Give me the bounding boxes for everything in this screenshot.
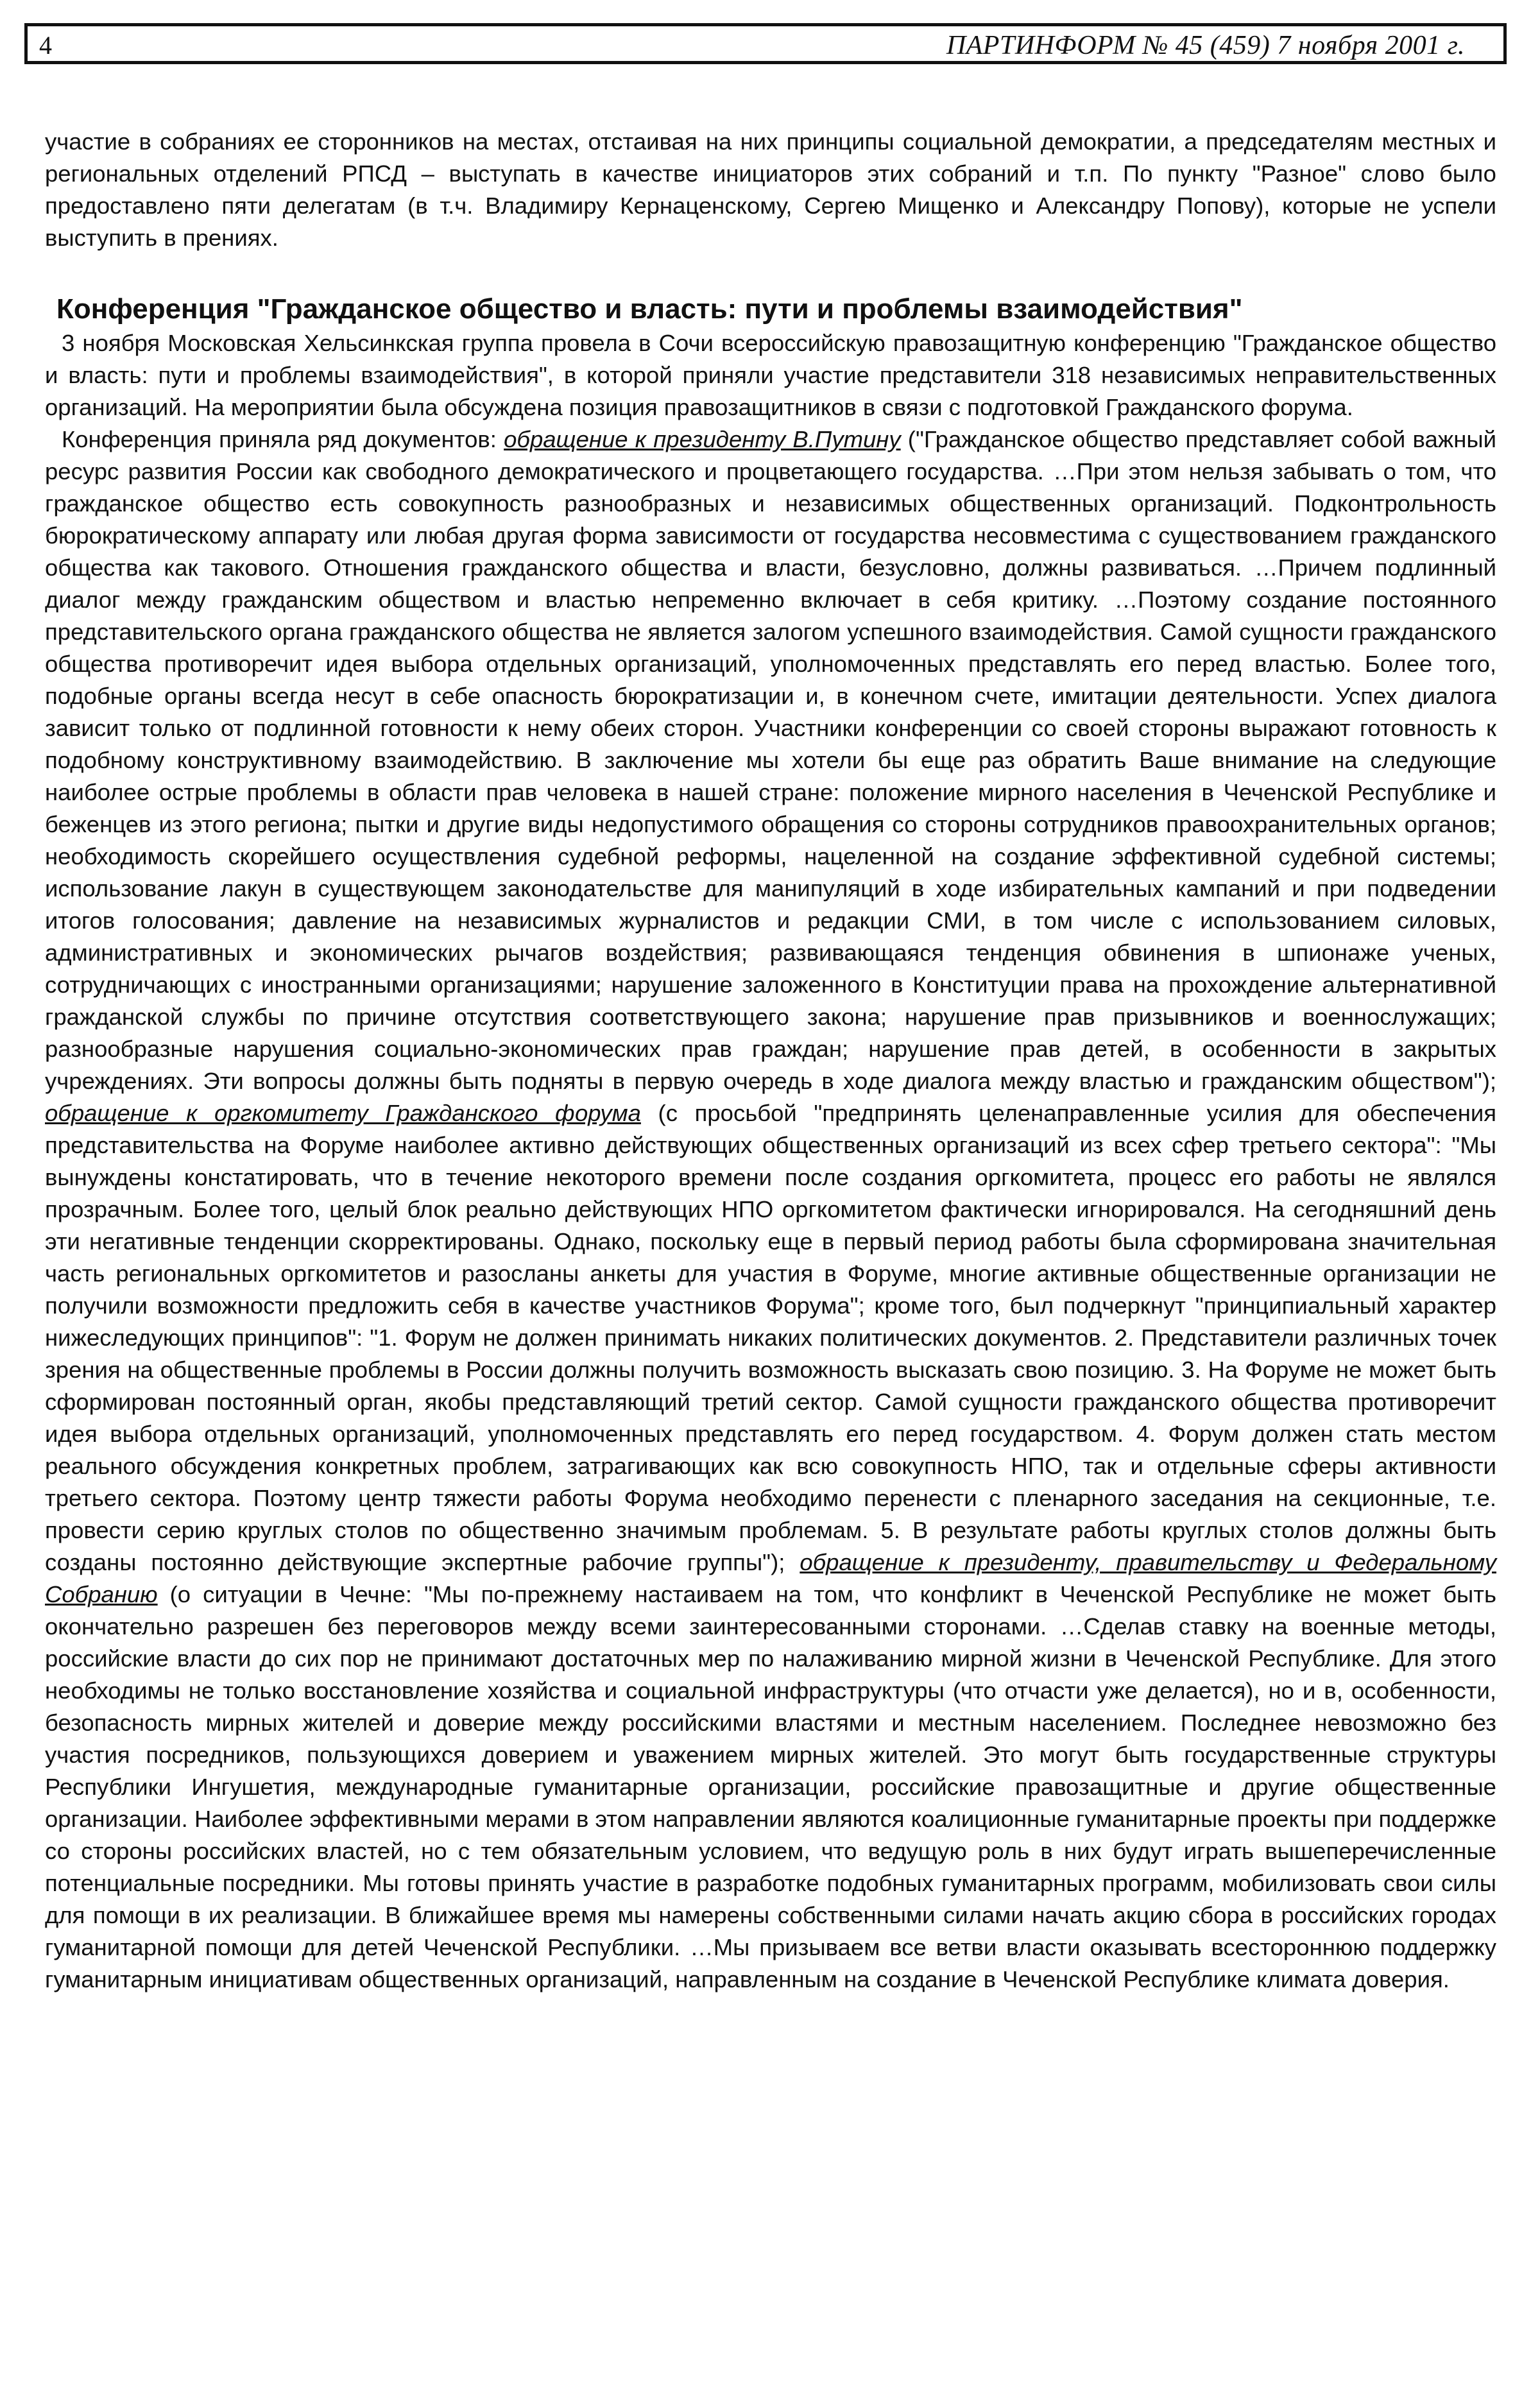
intro-paragraph: участие в собраниях ее сторонников на местах, отстаивая на них принципы социальной демократии, а председателям местных и региональных отделений РПСД – выступать в качестве инициаторов этих собраний и т.п. По пункту "Разное" слово было предоставлено пяти делегатам (в т.ч. Владимиру Кернаценскому, Сергею Мищенко и Александру Попову), которые не успели выступить в прениях. [45,128,1496,251]
appeal-to-president-text: ("Гражданское общество представляет собой важный ресурс развития России как свободного демократического и процветающего государства. …При этом нельзя забывать о том, что гражданское общество есть совокупность разнообразных и независимых общественных организаций. Подконтрольность бюрократическому аппарату или любая другая форма зависимости от государства несовместима с существованием гражданского общества как такового. Отношения гражданского общества и власти, безусловно, должны развиваться. …Причем подлинный диалог между гражданским обществом и властью непременно включает в себя критику. …Поэтому создание постоянного представительского органа гражданского общества не является залогом успешного взаимодействия. Самой сущности гражданского общества противоречит идея выбора отдельных организаций, уполномоченных представлять его перед властью. Более того, подобные органы всегда несут в себе опасность бюрократизации и, в конечном счете, имитации деятельности. Успех диалога зависит только от подлинной готовности к нему обеих сторон. Участники конференции со своей стороны выражают готовность к подобному конструктивному взаимодействию. В заключение мы хотели бы еще раз обратить Ваше внимание на следующие наиболее острые проблемы в области прав человека в нашей стране: положение мирного населения в Чеченской Республике и беженцев из этого региона; пытки и другие виды недопустимого обращения со стороны сотрудников правоохранительных органов; необходимость скорейшего осуществления судебной реформы, нацеленной на создание эффективной судебной системы; использование лакун в существующем законодательстве для манипуляций в ходе избирательных кампаний и при подведении итогов голосования; давление на независимых журналистов и редакции СМИ, в том числе с использованием силовых, административных и экономических рычагов воздействия; развивающаяся тенденция обвинения в шпионаже ученых, сотрудничающих с иностранными организациями; нарушение заложенного в Конституции права на прохождение альтернативной гражданской службы по причине отсутствия соответствующего закона; нарушение прав призывников и военнослужащих; разнообразные нарушения социально-экономических прав граждан; нарушение прав детей, в особенности в закрытых учреждениях. Эти вопросы должны быть подняты в первую очередь в ходе диалога между властью и гражданским обществом"); [45,426,1496,1094]
appeal-to-government-text: (о ситуации в Чечне: "Мы по-прежнему настаиваем на том, что конфликт в Чеченской Республике не может быть окончательно разрешен без переговоров между всеми заинтересованными сторонами. …Сделав ставку на военные методы, российские власти до сих пор не принимают достаточных мер по налаживанию мирной жизни в Чеченской Республике. Для этого необходимы не только восстановление хозяйства и социальной инфраструктуры (что отчасти уже делается), но и в, особенности, безопасность мирных жителей и доверие между российскими властями и местным населением. Последнее невозможно без участия посредников, пользующихся доверием и уважением мирных жителей. Это могут быть государственные структуры Республики Ингушетия, международные гуманитарные организации, российские правозащитные и другие общественные организации. Наиболее эффективными мерами в этом направлении являются коалиционные гуманитарные проекты при поддержке со стороны российских властей, но с тем обязательным условием, что ведущую роль в них будут играть вышеперечисленные потенциальные посредники. Мы готовы принять участие в разработке подобных гуманитарных программ, мобилизовать свои силы для помощи в их реализации. В ближайшее время мы намерены собственными силами начать акцию сбора в российских городах гуманитарной помощи для детей Чеченской Республики. …Мы призываем все ветви власти оказывать всестороннюю поддержку гуманитарным инициативам общественных организаций, направленным на создание в Чеченской Республике климата доверия. [45,1581,1496,1992]
appeal-to-orgcommittee-text: (с просьбой "предпринять целенаправленные усилия для обеспечения представительства на Форуме наиболее активно действующих общественных организаций из всех сфер третьего сектора": "Мы вынуждены констатировать, что в течение некоторого времени после создания оргкомитета, процесс его работы не являлся прозрачным. Более того, целый блок реально действующих НПО оргкомитетом фактически игнорировался. На сегодняшний день эти негативные тенденции скорректированы. Однако, поскольку еще в первый период работы была сформирована значительная часть региональных оргкомитетов и разосланы анкеты для участия в Форуме, многие активные общественные организации не получили возможности предложить себя в качестве участников Форума"; кроме того, был подчеркнут "принципиальный характер нижеследующих принципов": "1. Форум не должен принимать никаких политических документов. 2. Представители различных точек зрения на общественные проблемы в России должны получить возможность высказать свою позицию. 3. На Форуме не может быть сформирован постоянный орган, якобы представляющий третий сектор. Самой сущности гражданского общества противоречит идея выбора отдельных организаций, уполномоченных представлять его перед государством. 4. Форум должен стать местом реального обсуждения конкретных проблем, затрагивающих как всю совокупность НПО, так и отдельные сферы активности третьего сектора. Поэтому центр тяжести работы Форума необходимо перенести с пленарного заседания на секционные, т.е. провести серию круглых столов по общественно значимым проблемам. 5. В результате работы круглых столов должны быть созданы постоянно действующие экспертные рабочие группы"); [45,1100,1496,1575]
article-paragraph-2 [45,424,1496,1996]
link-appeal-to-government[interactable]: обращение к президенту, правительству и Федеральному Собранию [45,1549,1496,1607]
link-appeal-to-president[interactable]: обращение к президенту В.Путину [504,426,901,452]
article-body [45,126,1496,1996]
article-paragraph-1: 3 ноября Московская Хельсинкская группа провела в Сочи всероссийскую правозащитную конференцию "Гражданское общество и власть: пути и проблемы взаимодействия", в которой приняли участие представители 318 независимых неправительственных организаций. На мероприятии была обсуждена позиция правозащитников в связи с подготовкой Гражданского форума. [45,330,1496,420]
article-title: Конференция "Гражданское общество и власть: пути и проблемы взаимодействия" [56,293,1243,325]
link-appeal-to-orgcommittee[interactable]: обращение к оргкомитету Гражданского форума [45,1100,641,1126]
page-header [24,23,1507,64]
publication-masthead: ПАРТИНФОРМ № 45 (459) 7 ноября 2001 г. [946,31,1465,60]
paragraph-lead: Конференция приняла ряд документов: [62,426,504,452]
page-number: 4 [39,31,52,60]
